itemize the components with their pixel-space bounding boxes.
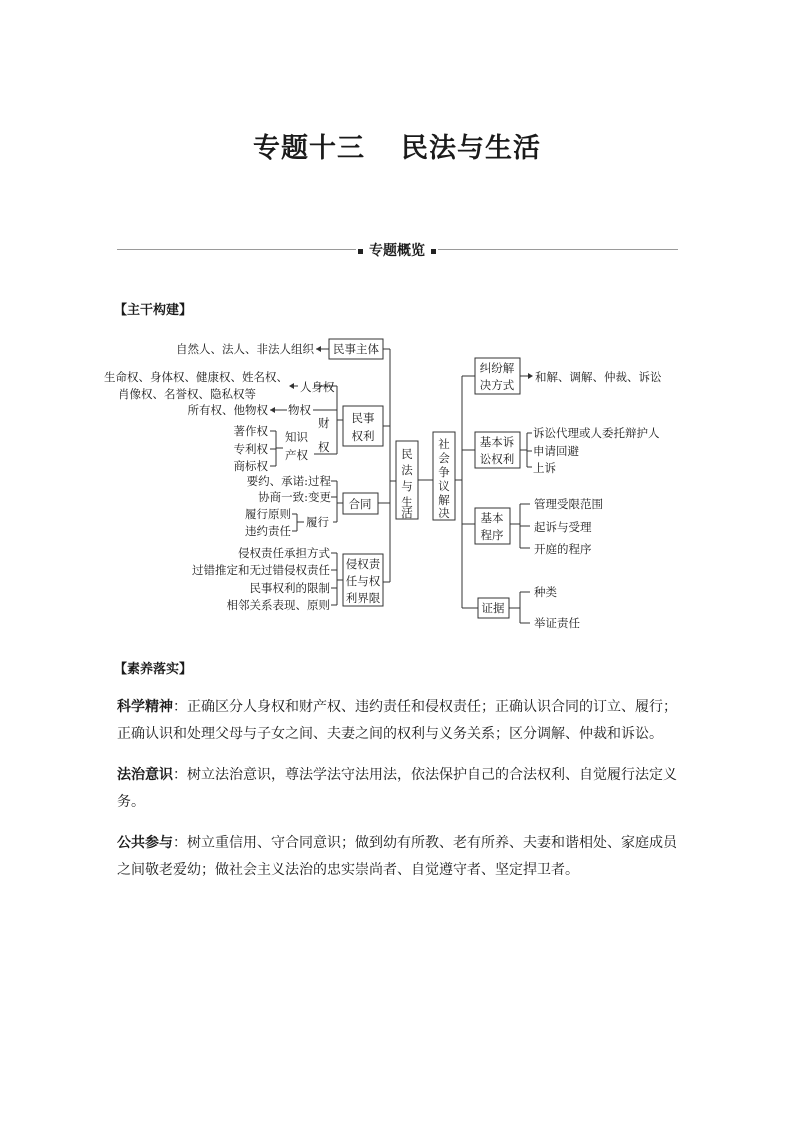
rights-box-line-1: 民事 — [351, 411, 375, 425]
center-char: 活 — [401, 506, 413, 520]
paragraph-rule-of-law — [117, 762, 679, 816]
contract-box-label: 合同 — [348, 497, 372, 511]
root-char: 解 — [438, 493, 450, 507]
center-char: 生 — [401, 495, 413, 509]
tort-item-3: 民事权利的限制 — [249, 581, 330, 595]
title-main: 专题十三 — [253, 133, 365, 164]
contract-item-1: 要约、承诺:过程 — [246, 474, 331, 488]
paragraph-science-key: 科学精神 — [117, 699, 173, 715]
evidence-item-1: 种类 — [534, 585, 557, 599]
arrow-dispute-icon — [528, 373, 533, 379]
paragraph-participation — [117, 830, 679, 884]
litigation-item-1: 诉讼代理或人委托辩护人 — [533, 426, 660, 440]
litigation-item-3: 上诉 — [533, 461, 556, 475]
root-char: 议 — [438, 479, 450, 493]
center-char: 民 — [401, 447, 413, 461]
personal-label: 人身权 — [300, 380, 335, 394]
tort-item-2: 过错推定和无过错侵权责任 — [192, 563, 330, 577]
arrow-property-icon — [270, 407, 275, 413]
structure-label: 【主干构建】 — [114, 303, 193, 318]
subject-box-label: 民事主体 — [333, 342, 379, 356]
property-items: 所有权、他物权 — [187, 403, 268, 417]
personal-items-2: 肖像权、名誉权、隐私权等 — [118, 387, 256, 401]
tort-item-1: 侵权责任承担方式 — [238, 546, 330, 560]
litigation-item-2: 申请回避 — [533, 444, 579, 458]
subject-leaf: 自然人、法人、非法人组织 — [176, 342, 314, 356]
litigation-box-line-1: 基本诉 — [479, 435, 515, 449]
procedure-box-line-2: 程序 — [480, 528, 504, 542]
section-heading-text: 专题概览 — [369, 243, 425, 259]
center-box-label — [401, 447, 413, 520]
title-sub: 民法与生活 — [401, 133, 541, 164]
tort-box-line-2: 任与权 — [345, 574, 381, 588]
dispute-box-line-1: 纠纷解 — [479, 361, 515, 375]
procedure-item-2: 起诉与受理 — [534, 520, 592, 534]
chanquan-char: 权 — [318, 440, 330, 454]
rights-box-line-2: 权利 — [351, 429, 375, 443]
personal-items-1: 生命权、身体权、健康权、姓名权、 — [104, 370, 288, 384]
perform-label: 履行 — [306, 515, 329, 529]
procedure-item-1: 管理受限范围 — [534, 497, 603, 511]
literacy-label: 【素养落实】 — [114, 662, 193, 677]
arrow-personal-icon — [289, 383, 294, 389]
ip-item-2: 专利权 — [233, 442, 268, 456]
dispute-leaf: 和解、调解、仲裁、诉讼 — [535, 370, 662, 384]
arrow-subject-icon — [316, 346, 321, 352]
perform-item-1: 履行原则 — [245, 507, 291, 521]
contract-item-2: 协商一致:变更 — [258, 490, 331, 504]
dispute-box-line-2: 决方式 — [479, 378, 515, 392]
root-char: 争 — [438, 465, 450, 479]
cai-char: 财 — [318, 416, 330, 430]
procedure-box-line-1: 基本 — [480, 511, 504, 525]
tort-box-line-3: 利界限 — [345, 591, 381, 605]
tort-item-4: 相邻关系表现、原则 — [226, 598, 330, 612]
root-char: 决 — [438, 506, 450, 520]
property-label: 物权 — [288, 403, 311, 417]
litigation-box-line-2: 讼权利 — [479, 452, 515, 466]
ip-label-1: 知识 — [285, 430, 308, 444]
tort-box-line-1: 侵权责 — [345, 557, 381, 571]
perform-item-2: 违约责任 — [245, 524, 291, 538]
paragraph-rule-of-law-text: ：树立法治意识，尊法学法守法用法，依法保护自己的合法权利、自觉履行法定义务。 — [117, 767, 677, 810]
ip-label-2: 产权 — [285, 448, 308, 462]
ip-item-3: 商标权 — [233, 459, 268, 473]
paragraph-rule-of-law-key: 法治意识 — [117, 767, 173, 783]
evidence-item-2: 举证责任 — [534, 616, 580, 630]
paragraph-participation-key: 公共参与 — [117, 835, 173, 851]
evidence-box-label: 证据 — [481, 601, 505, 615]
paragraph-science — [117, 694, 679, 748]
center-char: 与 — [401, 479, 413, 493]
ip-item-1: 著作权 — [233, 424, 268, 438]
paragraph-participation-text: ：树立重信用、守合同意识；做到幼有所教、老有所养、夫妻和谐相处、家庭成员之间敬老爱幼；做社会主义法治的忠实崇尚者、自觉遵守者、坚定捍卫者。 — [117, 835, 677, 878]
root-box-label — [438, 437, 450, 520]
center-char: 法 — [401, 463, 413, 477]
root-char: 会 — [438, 451, 450, 465]
procedure-item-3: 开庭的程序 — [534, 542, 592, 556]
paragraph-science-text: ：正确区分人身权和财产权、违约责任和侵权责任；正确认识合同的订立、履行；正确认识和处理父母与子女之间、夫妻之间的权利与义务关系；区分调解、仲裁和诉讼。 — [117, 699, 677, 742]
root-char: 社 — [438, 437, 450, 451]
